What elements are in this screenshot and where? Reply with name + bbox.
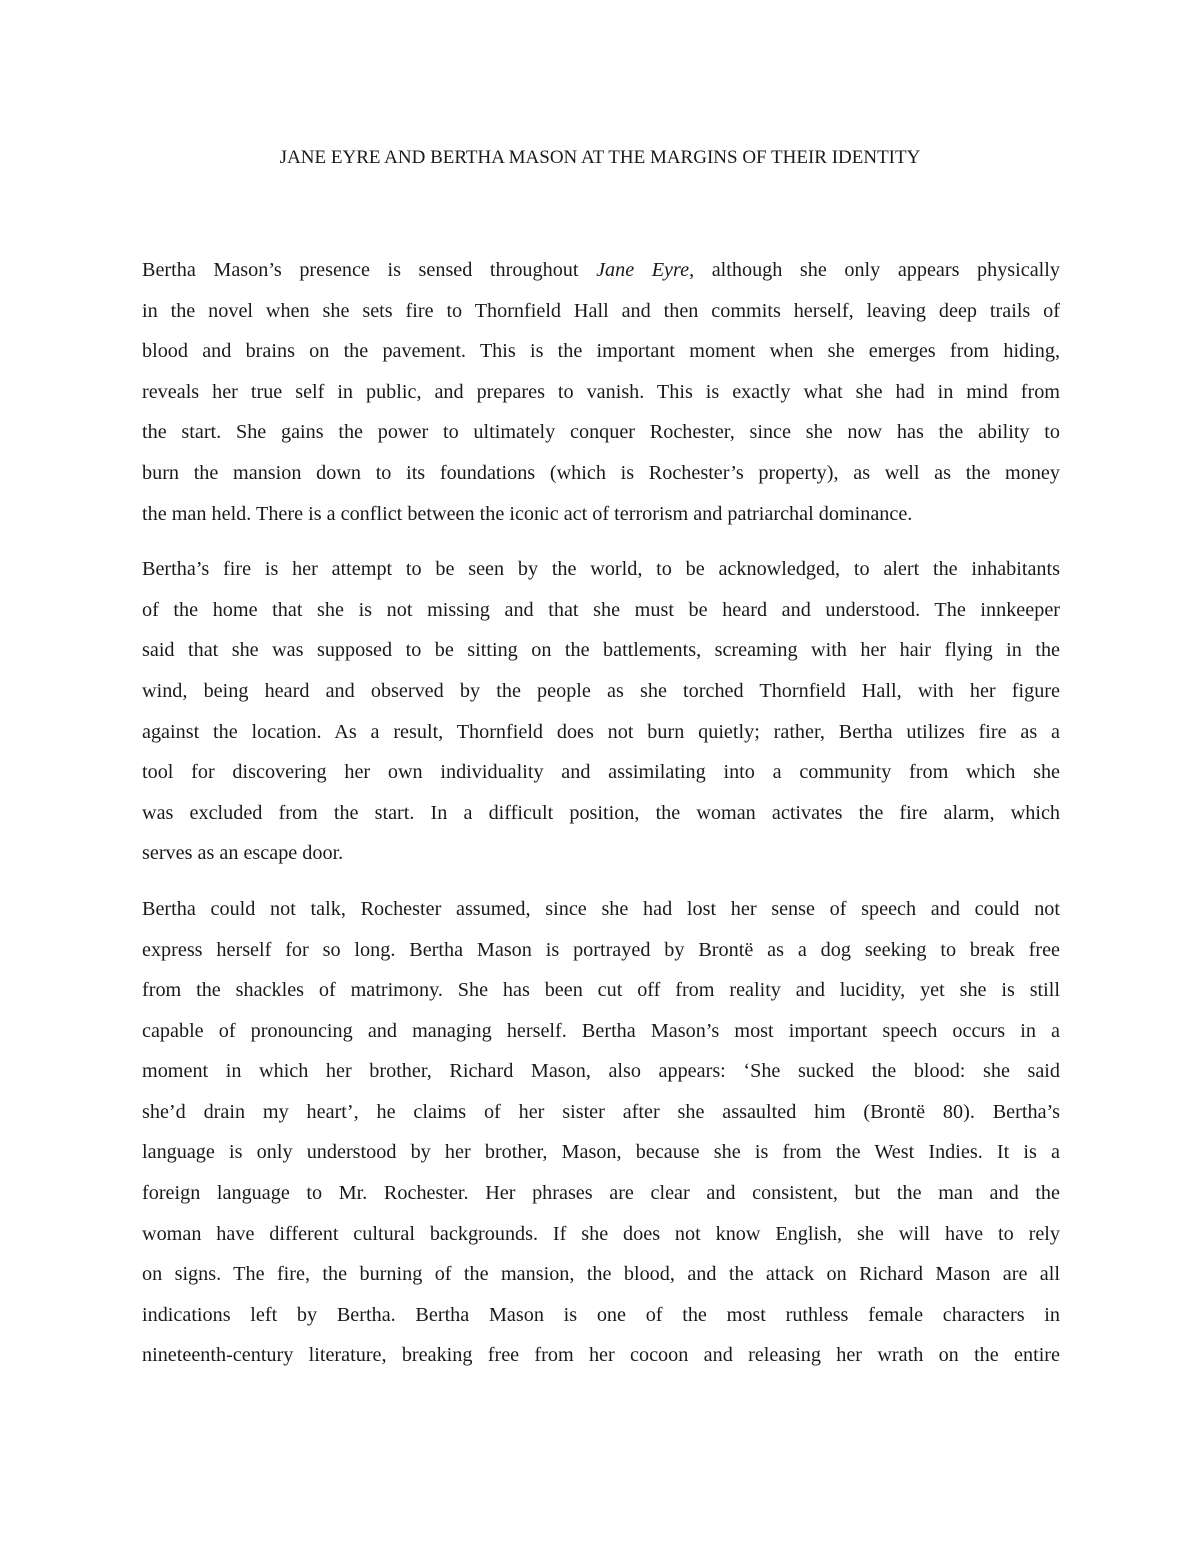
text-line: indications left by Bertha. Bertha Mason is one of the most ruthless female characters in bbox=[142, 1303, 1060, 1326]
document-title: JANE EYRE AND BERTHA MASON AT THE MARGINS OF THEIR IDENTITY bbox=[279, 147, 921, 168]
italic-title: Jane Eyre bbox=[596, 259, 690, 281]
text-line: capable of pronouncing and managing herself. Bertha Mason’s most important speech occurs in a bbox=[142, 1019, 1060, 1042]
text-line: tool for discovering her own individuality and assimilating into a community from which she bbox=[142, 761, 1060, 784]
text-line: burn the mansion down to its foundations (which is Rochester’s property), as well as the money bbox=[142, 461, 1060, 484]
paragraph bbox=[142, 889, 1060, 1376]
text-line: language is only understood by her brother, Mason, because she is from the West Indies. It is a bbox=[142, 1141, 1060, 1164]
text-line: reveals her true self in public, and prepares to vanish. This is exactly what she had in mind from bbox=[142, 380, 1060, 403]
text-line: she’d drain my heart’, he claims of her sister after she assaulted him (Brontë 80). Bertha’s bbox=[142, 1100, 1060, 1123]
text-line: was excluded from the start. In a difficult position, the woman activates the fire alarm, which bbox=[142, 801, 1060, 824]
text-line: nineteenth-century literature, breaking free from her cocoon and releasing her wrath on the entire bbox=[142, 1344, 1060, 1367]
text-line: wind, being heard and observed by the people as she torched Thornfield Hall, with her figure bbox=[142, 679, 1060, 702]
text-line: Bertha’s fire is her attempt to be seen by the world, to be acknowledged, to alert the inhabitants bbox=[142, 558, 1060, 581]
text-line: woman have different cultural backgrounds. If she does not know English, she will have to rely bbox=[142, 1222, 1060, 1245]
text-line: in the novel when she sets fire to Thornfield Hall and then commits herself, leaving deep trails of bbox=[142, 299, 1060, 322]
text-line: on signs. The fire, the burning of the mansion, the blood, and the attack on Richard Mason are all bbox=[142, 1263, 1060, 1286]
text-line: foreign language to Mr. Rochester. Her phrases are clear and consistent, but the man and the bbox=[142, 1182, 1060, 1205]
text-line: express herself for so long. Bertha Mason is portrayed by Brontë as a dog seeking to break free bbox=[142, 938, 1060, 961]
text-line: blood and brains on the pavement. This is the important moment when she emerges from hiding, bbox=[142, 340, 1060, 363]
text-line: said that she was supposed to be sitting on the battlements, screaming with her hair flying in the bbox=[142, 639, 1060, 662]
text-line: the start. She gains the power to ultimately conquer Rochester, since she now has the ability to bbox=[142, 421, 1060, 444]
text-line: of the home that she is not missing and that she must be heard and understood. The innkeeper bbox=[142, 598, 1060, 621]
text-line: serves as an escape door. bbox=[142, 842, 344, 865]
text-line: Bertha could not talk, Rochester assumed, since she had lost her sense of speech and could not bbox=[142, 897, 1060, 920]
document-body bbox=[142, 250, 1060, 1391]
text-line: against the location. As a result, Thornfield does not burn quietly; rather, Bertha utilizes fire as a bbox=[142, 720, 1060, 743]
text-line: Bertha Mason’s presence is sensed throughout Jane Eyre, although she only appears physically bbox=[142, 259, 1060, 281]
text-line: moment in which her brother, Richard Mason, also appears: ‘She sucked the blood: she said bbox=[142, 1060, 1060, 1083]
text-line: from the shackles of matrimony. She has been cut off from reality and lucidity, yet she is still bbox=[142, 979, 1060, 1002]
text-line: the man held. There is a conflict between the iconic act of terrorism and patriarchal dominance. bbox=[142, 502, 913, 525]
paragraph bbox=[142, 549, 1060, 874]
paragraph bbox=[142, 250, 1060, 534]
